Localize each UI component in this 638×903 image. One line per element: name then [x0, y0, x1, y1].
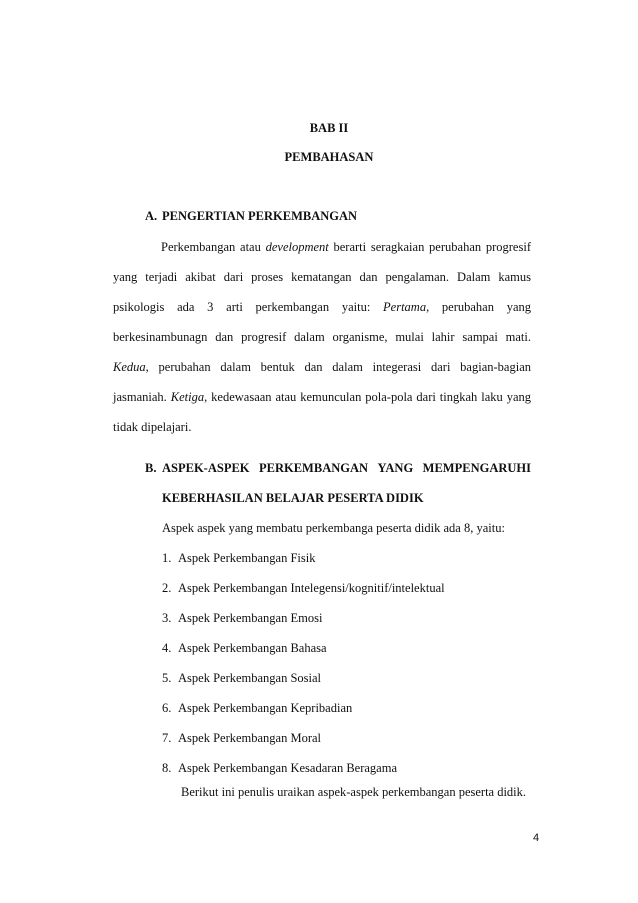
section-b-intro: Aspek aspek yang membatu perkembanga peserta didik ada 8, yaitu: [162, 521, 505, 535]
paragraph-line: psikologis ada 3 arti perkembangan yaitu: Pertama, perubahan yang [113, 300, 531, 314]
section-a-marker: A. [145, 209, 158, 223]
section-a-title: PENGERTIAN PERKEMBANGAN [162, 209, 358, 223]
paragraph-line: yang terjadi akibat dari proses kematangan dan pengalaman. Dalam kamus [113, 270, 531, 284]
paragraph-line: Perkembangan atau development berarti seragkaian perubahan progresif [161, 240, 531, 254]
paragraph-line: berkesinambunagn dan progresif dalam organisme, mulai lahir sampai mati. [113, 330, 531, 344]
chapter-title: PEMBAHASAN [284, 150, 374, 164]
section-b-heading-line2: KEBERHASILAN BELAJAR PESERTA DIDIK [162, 491, 424, 505]
section-b-heading-line1: ASPEK-ASPEK PERKEMBANGAN YANG MEMPENGARUHI [162, 461, 531, 475]
paragraph-line: jasmaniah. Ketiga, kedewasaan atau kemunculan pola-pola dari tingkah laku yang [113, 390, 531, 404]
chapter-number: BAB II [309, 121, 349, 135]
page-number: 4 [533, 832, 540, 844]
document-page: BAB II PEMBAHASAN A. PENGERTIAN PERKEMBANGAN Perkembangan atau development berarti seragkaian perubahan progresif yang terjadi akibat dari proses kematangan dan pengalaman. Dalam kamus psikologis ada 3 arti perkembangan yaitu: Pertama, perubahan yang berkesinambunagn dan progresif dalam organisme, mulai lahir sampai mati. Kedua, perubahan dalam bentuk dan dalam integerasi dari bagian-bagian jasmaniah. Ketiga, kedewasaan atau kemunculan pola-pola dari tingkah laku yang tidak dipelajari. B. ASPEK-ASPEK PERKEMBANGAN YANG MEMPENGARUHI KEBERHASILAN BELAJAR PESERTA DIDIK Aspek aspek yang membatu perkembanga peserta didik ada 8, yaitu: 1. Aspek Perkembangan Fisik 2. Aspek Perkembangan Intelegensi/kognitif/intelektual 3. Aspek Perkembangan Emosi 4. Aspek Perkembangan Bahasa 5. Aspek Perkembangan Sosial 6. Aspek Perkembangan Kepribadian 7. Aspek Perkembangan Moral 8. Aspek Perkembangan Kesadaran Beragama Berikut ini penulis uraikan aspek-aspek perkembangan peserta didik. 4 [0, 0, 638, 903]
section-b-marker: B. [145, 461, 157, 475]
section-b-closing: Berikut ini penulis uraikan aspek-aspek perkembangan peserta didik. [181, 785, 527, 799]
paragraph-line: Kedua, perubahan dalam bentuk dan dalam integerasi dari bagian-bagian [113, 360, 531, 374]
paragraph-line: tidak dipelajari. [113, 420, 192, 434]
